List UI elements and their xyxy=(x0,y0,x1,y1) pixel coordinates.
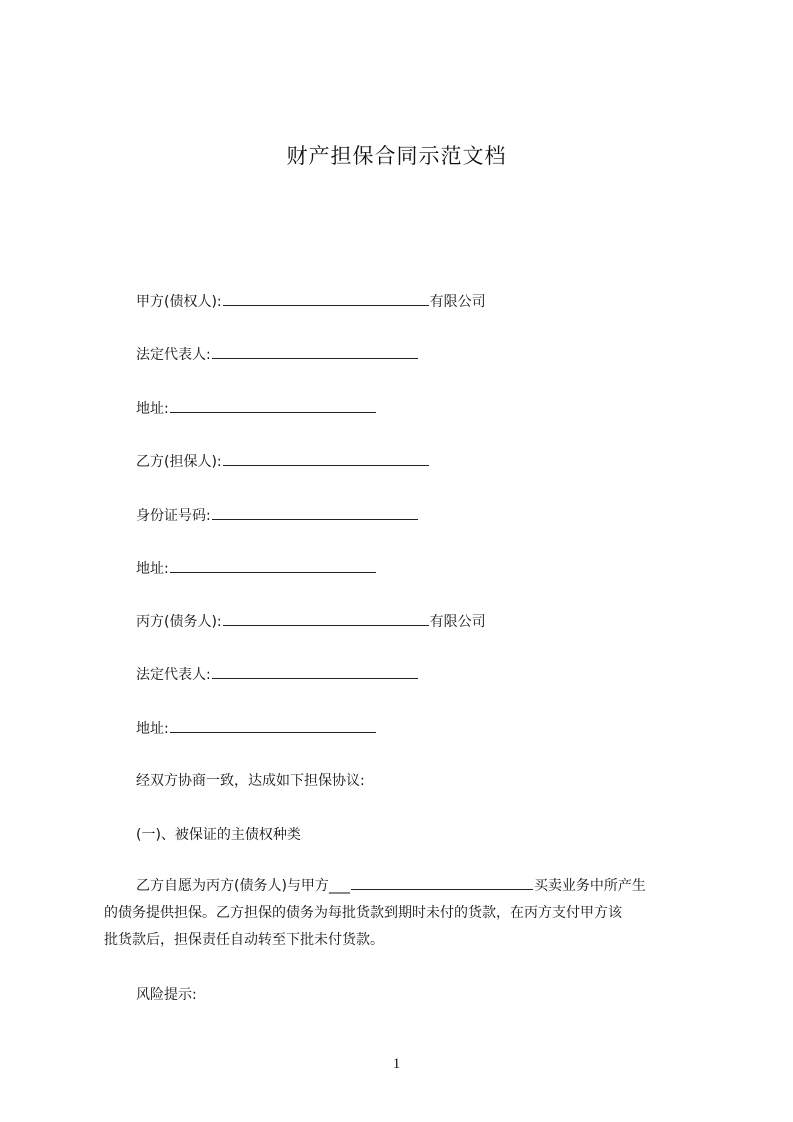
party-c-rep-label: 法定代表人: xyxy=(136,667,211,683)
party-c-addr-line xyxy=(136,718,377,739)
section1-heading: (一)、被保证的主债权种类 xyxy=(136,827,301,843)
party-c-addr-blank[interactable] xyxy=(170,718,376,733)
party-b-addr-blank[interactable] xyxy=(170,558,376,573)
party-c-addr-label: 地址: xyxy=(136,721,169,737)
party-c-name-blank[interactable] xyxy=(223,611,429,626)
party-b-line xyxy=(136,451,430,472)
party-b-addr-line xyxy=(136,558,377,579)
party-a-rep-blank[interactable] xyxy=(212,344,418,359)
party-b-id-line xyxy=(136,505,419,526)
party-a-suffix: 有限公司 xyxy=(429,294,486,310)
party-c-rep-line xyxy=(136,664,419,685)
section1-line3: 批货款后，担保责任自动转至下批未付货款。 xyxy=(104,932,384,948)
section1-body xyxy=(104,873,704,954)
party-b-id-label: 身份证号码: xyxy=(136,508,211,524)
agreement-intro: 经双方协商一致，达成如下担保协议: xyxy=(136,773,365,789)
section1-part2: 买卖业务中所产生 xyxy=(533,878,646,894)
document-title: 财产担保合同示范文档 xyxy=(286,144,507,168)
party-b-name-blank[interactable] xyxy=(223,451,429,466)
party-c-line xyxy=(136,611,486,632)
party-a-name-blank[interactable] xyxy=(223,291,429,306)
party-a-rep-label: 法定代表人: xyxy=(136,347,211,363)
section1-blank-prefix: ___ xyxy=(328,878,350,894)
party-b-addr-label: 地址: xyxy=(136,561,169,577)
party-a-label: 甲方(债权人): xyxy=(136,294,222,310)
party-a-line xyxy=(136,291,486,312)
party-a-addr-line xyxy=(136,398,377,419)
section1-business-blank[interactable] xyxy=(351,875,533,890)
party-c-rep-blank[interactable] xyxy=(212,664,418,679)
party-b-label: 乙方(担保人): xyxy=(136,454,222,470)
party-a-rep-line xyxy=(136,344,419,365)
risk-label: 风险提示: xyxy=(136,987,197,1003)
section1-line2: 的债务提供担保。乙方担保的债务为每批货款到期时未付的货款，在丙方支付甲方该 xyxy=(104,905,622,921)
party-a-addr-blank[interactable] xyxy=(170,398,376,413)
party-a-addr-label: 地址: xyxy=(136,401,169,417)
section1-part1: 乙方自愿为丙方(债务人)与甲方 xyxy=(136,878,329,894)
party-c-suffix: 有限公司 xyxy=(429,614,486,630)
section1-line1 xyxy=(104,873,704,900)
party-c-label: 丙方(债务人): xyxy=(136,614,222,630)
party-b-id-blank[interactable] xyxy=(212,505,418,520)
page-number: 1 xyxy=(392,1056,401,1072)
